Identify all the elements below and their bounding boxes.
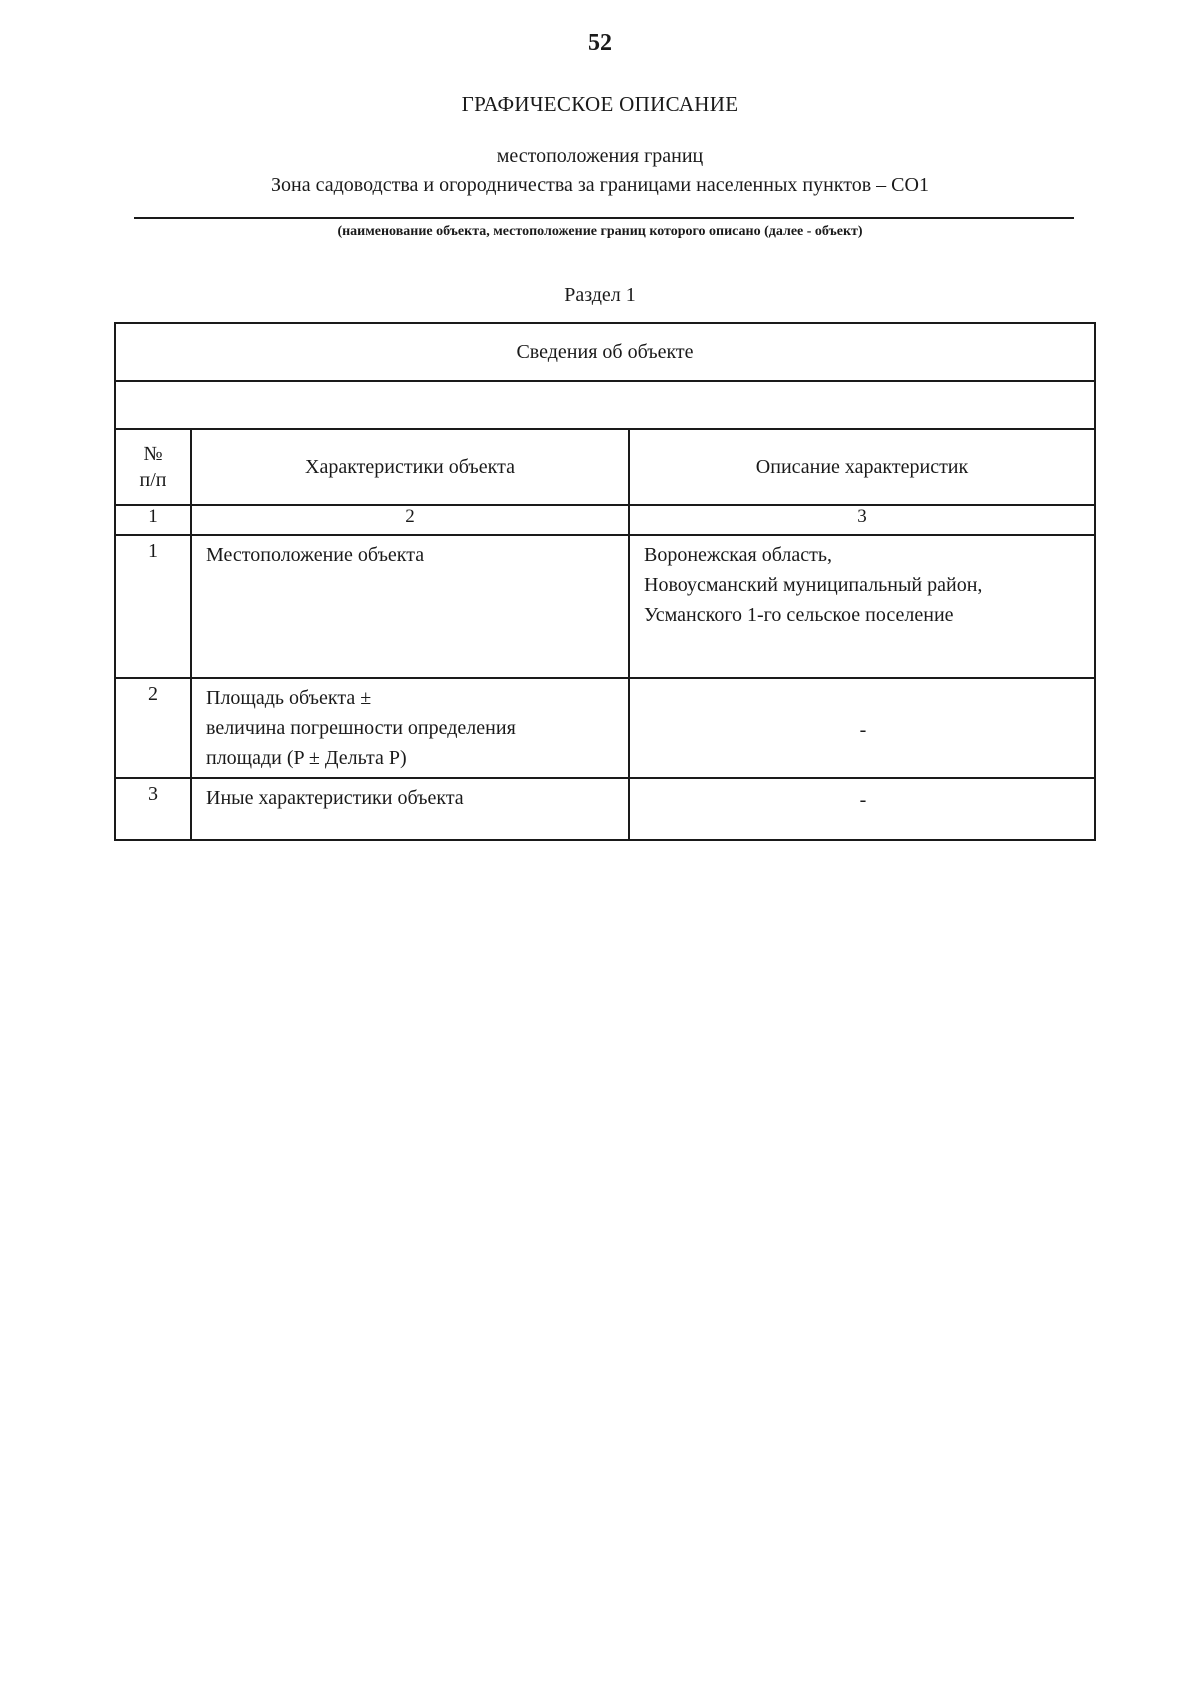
characteristic-line: величина погрешности определения <box>206 717 516 739</box>
row-description: - <box>629 678 1095 778</box>
characteristic-line: Площадь объекта ± <box>206 687 372 709</box>
characteristic-line: Иные характеристики объекта <box>206 787 464 809</box>
section-label: Раздел 1 <box>564 284 636 306</box>
table-caption: Сведения об объекте <box>115 323 1095 381</box>
header-num <box>115 429 191 505</box>
table-header-row <box>115 429 1095 505</box>
row-characteristic <box>191 778 629 840</box>
table-row <box>115 678 1095 778</box>
row-characteristic <box>191 535 629 678</box>
description-line: Усманского 1-го сельское поселение <box>644 604 954 626</box>
header-description: Описание характеристик <box>629 429 1095 505</box>
column-number-row <box>115 505 1095 535</box>
row-number: 3 <box>115 778 191 840</box>
characteristic-line: площади (P ± Дельта P) <box>206 747 407 769</box>
row-characteristic <box>191 678 629 778</box>
object-info-table <box>114 322 1096 841</box>
rule-caption: (наименование объекта, местоположение границ которого описано (далее - объект) <box>337 224 863 239</box>
header-num-line2: п/п <box>139 469 167 491</box>
underline-rule <box>134 217 1074 219</box>
row-number: 2 <box>115 678 191 778</box>
description-line: Воронежская область, <box>644 544 833 566</box>
row-description <box>629 535 1095 678</box>
characteristic-line: Местоположение объекта <box>206 544 425 566</box>
row-number: 1 <box>115 535 191 678</box>
column-number: 1 <box>115 505 191 535</box>
table-empty-row <box>115 381 1095 429</box>
column-number: 3 <box>629 505 1095 535</box>
object-name: Зона садоводства и огородничества за границами населенных пунктов – СО1 <box>271 174 929 196</box>
document-title: ГРАФИЧЕСКОЕ ОПИСАНИЕ <box>461 92 739 116</box>
header-num-line1: № <box>143 443 163 465</box>
subtitle-boundaries: местоположения границ <box>496 145 704 167</box>
row-description: - <box>629 778 1095 840</box>
empty-cell <box>115 381 1095 429</box>
column-number: 2 <box>191 505 629 535</box>
description-line: Новоусманский муниципальный район, <box>644 574 983 596</box>
header-characteristics: Характеристики объекта <box>191 429 629 505</box>
page-number: 52 <box>588 30 612 56</box>
table-row <box>115 535 1095 678</box>
table-row <box>115 778 1095 840</box>
table-caption-row <box>115 323 1095 381</box>
